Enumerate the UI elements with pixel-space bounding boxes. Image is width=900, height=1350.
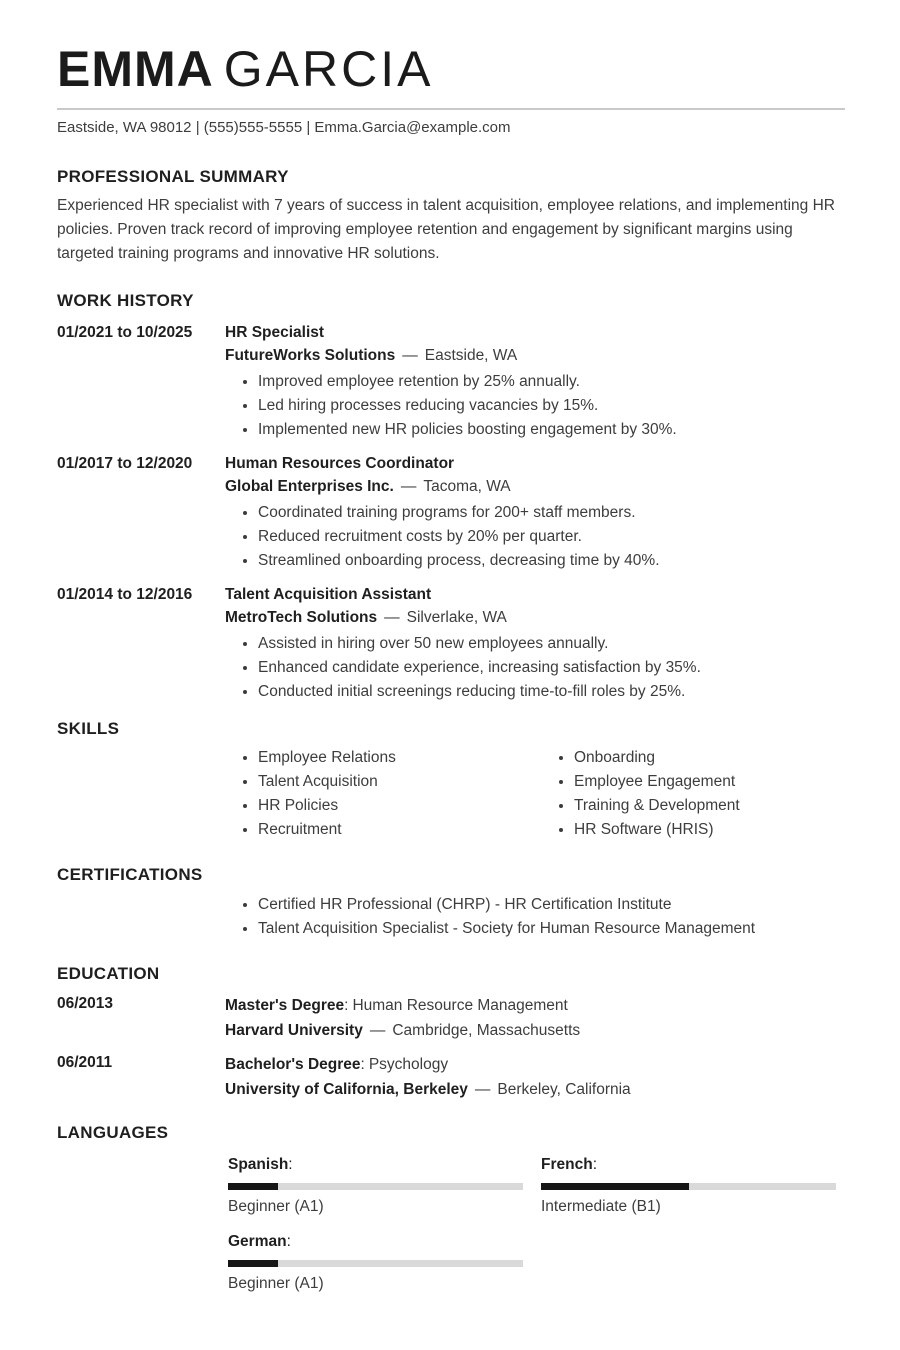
skill-item: • Training & Development — [574, 794, 845, 818]
education-entry — [57, 1052, 845, 1102]
skills-grid — [225, 746, 845, 842]
job-title: HR Specialist — [225, 324, 325, 341]
language-name — [228, 1156, 541, 1174]
job-entry — [57, 584, 845, 704]
certification-item: • Talent Acquisition Specialist - Society for Human Resource Management — [258, 917, 845, 941]
certification-item: • Certified HR Professional (CHRP) - HR Certification Institute — [258, 893, 845, 917]
job-bullet-list — [225, 632, 845, 704]
certifications-heading: CERTIFICATIONS — [57, 865, 203, 884]
education-date: 06/2011 — [57, 1054, 113, 1071]
language-label: German — [228, 1233, 287, 1250]
languages-heading: LANGUAGES — [57, 1123, 169, 1142]
job-bullet: • Improved employee retention by 25% annually. — [258, 370, 845, 394]
skill-item: • Employee Engagement — [574, 770, 845, 794]
degree-line — [225, 993, 845, 1018]
colon: : — [592, 1156, 597, 1173]
language-name — [228, 1233, 541, 1251]
job-details — [225, 453, 845, 573]
skill-item: • Recruitment — [258, 818, 541, 842]
job-bullet: • Enhanced candidate experience, increasing satisfaction by 35%. — [258, 656, 845, 680]
colon: : — [344, 997, 349, 1014]
job-company: Global Enterprises Inc. — [225, 478, 394, 495]
job-details — [225, 322, 845, 442]
job-company-line — [225, 606, 845, 630]
first-name: EMMA — [57, 41, 214, 97]
dash-separator: — — [369, 1022, 386, 1039]
language-level: Beginner (A1) — [228, 1275, 324, 1292]
school-location: Cambridge, Massachusetts — [392, 1022, 581, 1039]
job-company-line — [225, 475, 845, 499]
job-entry — [57, 453, 845, 573]
job-bullet: • Implemented new HR policies boosting engagement by 30%. — [258, 418, 845, 442]
work-history-heading: WORK HISTORY — [57, 291, 194, 310]
last-name: GARCIA — [223, 41, 434, 97]
job-title: Talent Acquisition Assistant — [225, 586, 432, 603]
school-line — [225, 1018, 845, 1043]
languages-grid-spacer — [541, 1233, 845, 1293]
colon: : — [360, 1056, 365, 1073]
education-details — [225, 1052, 845, 1102]
job-details — [225, 584, 845, 704]
education-date: 06/2013 — [57, 995, 114, 1012]
school-line — [225, 1077, 845, 1102]
job-location: Tacoma, WA — [423, 478, 511, 495]
job-dates: 01/2017 to 12/2020 — [57, 455, 193, 472]
languages-grid — [228, 1156, 845, 1293]
job-bullet: • Reduced recruitment costs by 20% per quarter. — [258, 525, 845, 549]
summary-text: Experienced HR specialist with 7 years of success in talent acquisition, employee relations, and implementing HR policies. Proven track record of improving employee retention and engagement by significant margins using targeted training programs and innovative HR solutions. — [57, 197, 835, 262]
contact-line: Eastside, WA 98012 | (555)555-5555 | Emma.Garcia@example.com — [57, 119, 511, 136]
job-bullet-list — [225, 501, 845, 573]
language-item — [541, 1156, 845, 1216]
job-bullet: • Streamlined onboarding process, decreasing time by 40%. — [258, 549, 845, 573]
school-location: Berkeley, California — [497, 1081, 631, 1098]
language-level: Intermediate (B1) — [541, 1198, 661, 1215]
degree-line — [225, 1052, 845, 1077]
language-label: French — [541, 1156, 593, 1173]
degree-name: Master's Degree — [225, 997, 345, 1014]
job-title: Human Resources Coordinator — [225, 455, 455, 472]
language-label: Spanish — [228, 1156, 289, 1173]
degree-field: Psychology — [368, 1056, 449, 1073]
dash-separator: — — [474, 1081, 491, 1098]
language-item — [228, 1156, 541, 1216]
job-bullet: • Led hiring processes reducing vacancies by 15%. — [258, 394, 845, 418]
job-dates: 01/2021 to 10/2025 — [57, 324, 193, 341]
degree-name: Bachelor's Degree — [225, 1056, 361, 1073]
language-proficiency-bar — [541, 1183, 836, 1190]
job-dates: 01/2014 to 12/2016 — [57, 586, 193, 603]
job-location: Eastside, WA — [424, 347, 518, 364]
skill-item: • Talent Acquisition — [258, 770, 541, 794]
degree-field: Human Resource Management — [352, 997, 568, 1014]
school-name: University of California, Berkeley — [225, 1081, 468, 1098]
summary-heading: PROFESSIONAL SUMMARY — [57, 167, 289, 186]
skill-item: • Onboarding — [574, 746, 845, 770]
language-proficiency-fill — [228, 1260, 278, 1267]
job-bullet: • Coordinated training programs for 200+ staff members. — [258, 501, 845, 525]
job-company-line — [225, 344, 845, 368]
language-proficiency-bar — [228, 1260, 523, 1267]
language-proficiency-fill — [541, 1183, 689, 1190]
dash-separator: — — [400, 478, 417, 495]
school-name: Harvard University — [225, 1022, 363, 1039]
language-name — [541, 1156, 845, 1174]
dash-separator: — — [402, 347, 418, 364]
dash-separator: — — [384, 609, 400, 626]
job-bullet: • Conducted initial screenings reducing time-to-fill roles by 25%. — [258, 680, 845, 704]
language-proficiency-fill — [228, 1183, 278, 1190]
skills-column-2 — [541, 746, 845, 842]
job-company: FutureWorks Solutions — [225, 347, 396, 364]
job-bullet: • Assisted in hiring over 50 new employees annually. — [258, 632, 845, 656]
certifications-list — [225, 893, 845, 941]
job-entry — [57, 322, 845, 442]
skill-item: • Employee Relations — [258, 746, 541, 770]
skill-item: • HR Software (HRIS) — [574, 818, 845, 842]
skill-item: • HR Policies — [258, 794, 541, 818]
education-entry — [57, 993, 845, 1043]
candidate-name — [57, 41, 845, 97]
skills-heading: SKILLS — [57, 719, 120, 738]
skills-column-1 — [225, 746, 541, 842]
colon: : — [286, 1233, 291, 1250]
language-item — [228, 1233, 541, 1293]
job-location: Silverlake, WA — [406, 609, 507, 626]
education-details — [225, 993, 845, 1043]
language-level: Beginner (A1) — [228, 1198, 324, 1215]
job-bullet-list — [225, 370, 845, 442]
job-company: MetroTech Solutions — [225, 609, 378, 626]
colon: : — [288, 1156, 293, 1173]
language-proficiency-bar — [228, 1183, 523, 1190]
header-divider — [57, 108, 845, 110]
education-heading: EDUCATION — [57, 964, 160, 983]
